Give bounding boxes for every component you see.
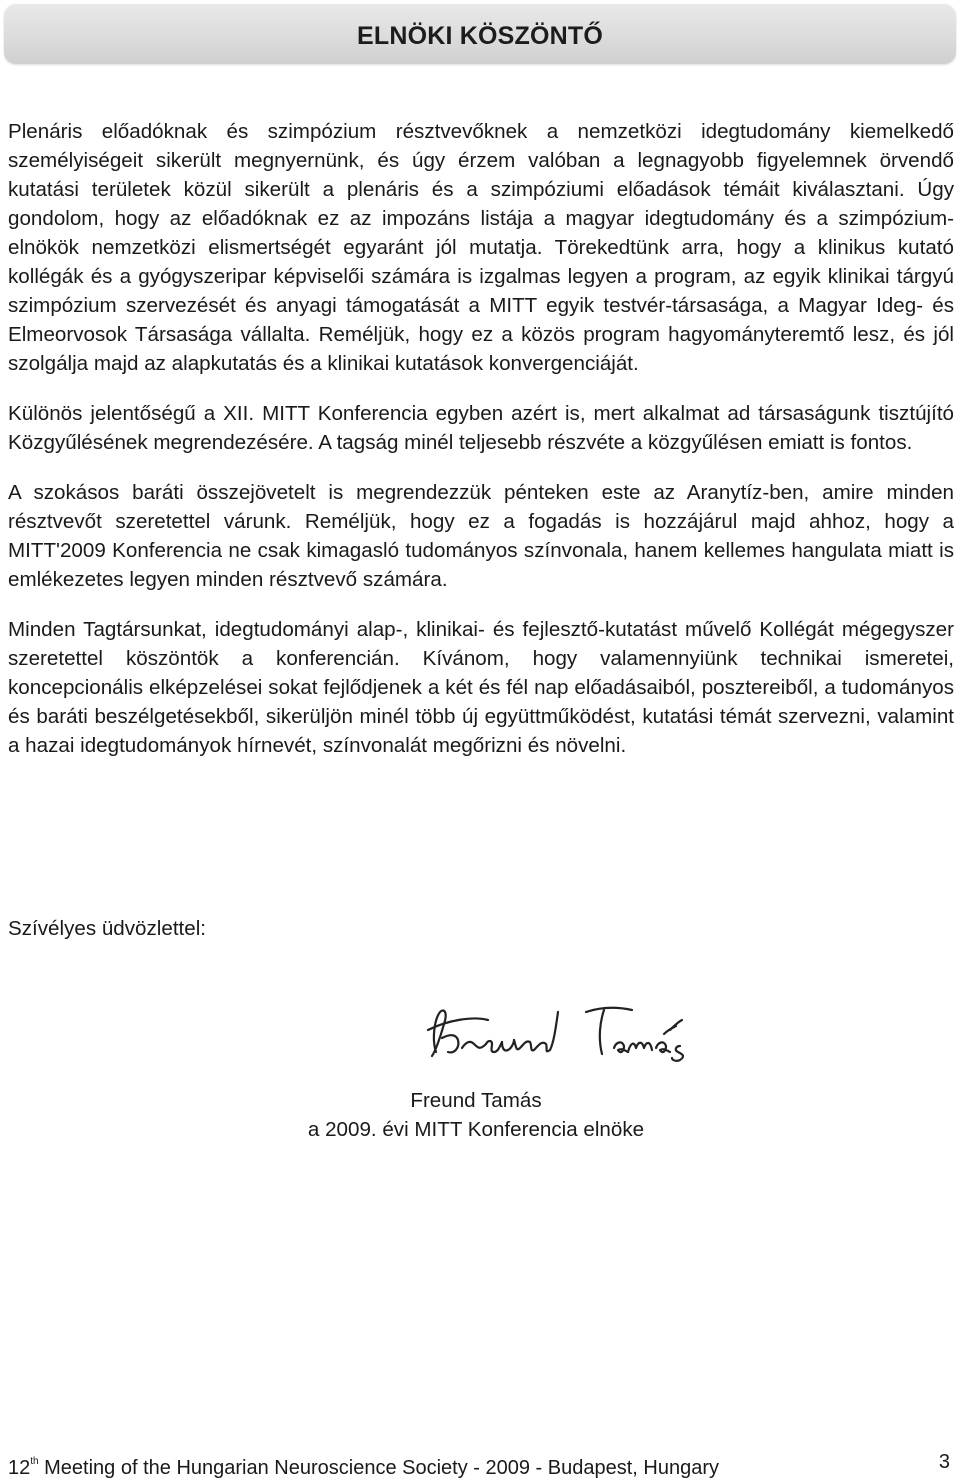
edition-suffix: th [30,1456,39,1467]
page-title: ELNÖKI KÖSZÖNTŐ [356,22,604,50]
greeting: Szívélyes üdvözlettel: [8,917,207,940]
signer-title: a 2009. évi MITT Konferencia elnöke [307,1118,645,1141]
header-band [4,4,956,64]
footer-title: Meeting of the Hungarian Neuroscience Society - 2009 - Budapest, Hungary [38,1457,719,1479]
handwritten-signature [418,990,718,1080]
paragraph-2: Különös jelentőségű a XII. MITT Konferencia egyben azért is, mert alkalmat ad társaságunk tisztújító Közgyűlésének megrendezésére. A tagság minél teljesebb részvéte a közgyűlésen emiatt is fontos. [8,402,954,454]
paragraph-1: Plenáris előadóknak és szimpózium résztvevőknek a nemzetközi idegtudomány kiemelkedő személyiségeit sikerült megnyernünk, és úgy érzem valóban a legnagyobb figyelemnek örvendő kutatási területek közül sikerült a plenáris és a szimpóziumi előadások témáit kiválasztani. Úgy gondolom, hogy az előadóknak ez az impozáns listája a magyar idegtudomány és a szimpózium-elnökök nemzetközi elismertségét egyaránt jól mutatja. Törekedtünk arra, hogy a klinikus kutató kollégák és a gyógyszeripar képviselői számára is izgalmas legyen a program, az egyik klinikai tárgyú szimpózium szervezését és anyagi támogatását a MITT egyik testvér-társasága, a Magyar Ideg- és Elmeorvosok Társasága vállalta. Reméljük, hogy ez a közös program hagyományteremtő lesz, és jól szolgálja majd az alapkutatás és a klinikai kutatások konvergenciáját. [8,120,954,375]
page-number: 3 [938,1451,950,1473]
paragraph-4: Minden Tagtársunkat, idegtudományi alap-, klinikai- és fejlesztő-kutatást művelő Kollégát mégegyszer szeretettel köszöntök a konferencián. Kívánom, hogy valamennyiünk technikai ismeretei, koncepcionális elképzelései sokat fejlődjenek a két és fél nap előadásaiból, posztereiből, a tudományos és baráti beszélgetésekből, sikerüljön minél több új együttműködést, kutatási témát szervezni, valamint a hazai idegtudományok hírnevét, színvonalát megőrizni és növelni. [8,618,954,757]
paragraph-3: A szokásos baráti összejövetelt is megrendezzük pénteken este az Aranytíz-ben, amire minden résztvevőt szeretettel várunk. Reméljük, hogy ez a fogadás is hozzájárul majd ahhoz, hogy a MITT'2009 Konferencia ne csak kimagasló tudományos színvonala, hanem kellemes hangulata miatt is emlékezetes legyen minden résztvevő számára. [8,481,954,591]
footer-text [8,1448,719,1482]
signer-name: Freund Tamás [410,1089,542,1112]
edition-number: 12 [8,1457,31,1479]
body-text [8,117,954,781]
